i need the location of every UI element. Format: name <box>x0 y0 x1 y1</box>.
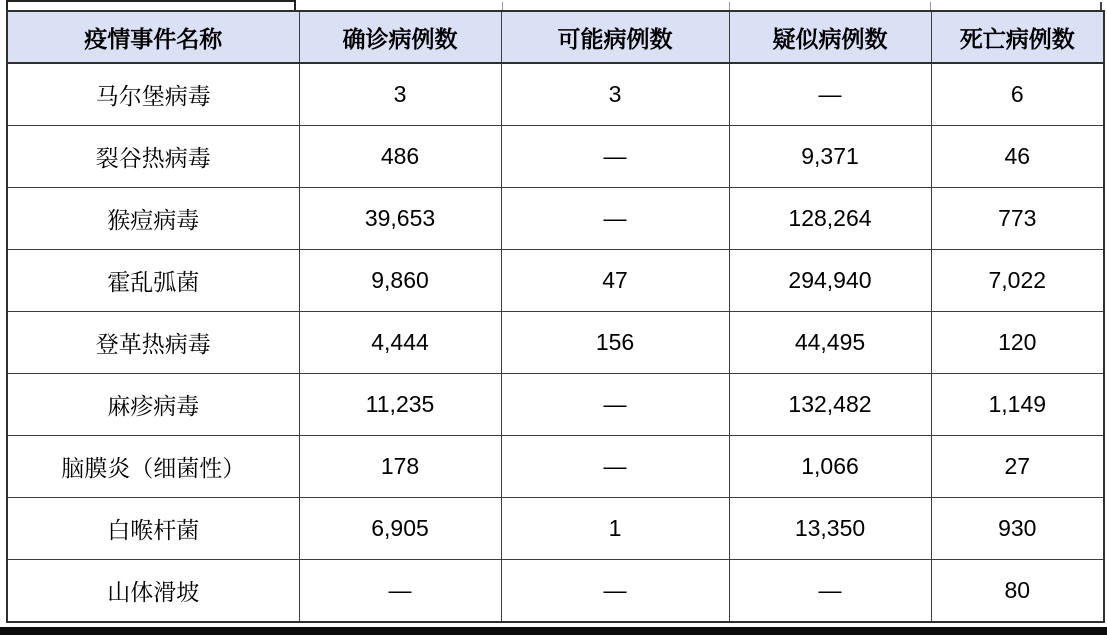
value-cell: 44,495 <box>729 312 931 374</box>
value-cell: 80 <box>931 560 1104 623</box>
header-event-name: 疫情事件名称 <box>7 11 299 63</box>
value-cell: 7,022 <box>931 250 1104 312</box>
value-cell: 156 <box>501 312 729 374</box>
header-death-cases: 死亡病例数 <box>931 11 1104 63</box>
cropped-gridline <box>1100 2 1102 10</box>
value-cell: — <box>729 63 931 126</box>
event-name-cell: 猴痘病毒 <box>7 188 299 250</box>
value-cell: 11,235 <box>299 374 501 436</box>
value-cell: 120 <box>931 312 1104 374</box>
value-cell: 39,653 <box>299 188 501 250</box>
value-cell: — <box>501 374 729 436</box>
event-name-cell: 霍乱弧菌 <box>7 250 299 312</box>
event-name-cell: 脑膜炎（细菌性） <box>7 436 299 498</box>
value-cell: — <box>501 436 729 498</box>
event-name-cell: 白喉杆菌 <box>7 498 299 560</box>
table-row <box>7 374 1104 436</box>
value-cell: 1 <box>501 498 729 560</box>
header-probable-cases: 可能病例数 <box>501 11 729 63</box>
header-row <box>7 11 1104 63</box>
value-cell: 486 <box>299 126 501 188</box>
value-cell: 930 <box>931 498 1104 560</box>
value-cell: 46 <box>931 126 1104 188</box>
cropped-gridline <box>502 2 503 10</box>
value-cell: 1,149 <box>931 374 1104 436</box>
value-cell: — <box>299 560 501 623</box>
table-row <box>7 188 1104 250</box>
value-cell: 9,860 <box>299 250 501 312</box>
value-cell: 6 <box>931 63 1104 126</box>
cropped-row-artifact <box>6 0 296 10</box>
value-cell: 6,905 <box>299 498 501 560</box>
table-row <box>7 498 1104 560</box>
value-cell: 47 <box>501 250 729 312</box>
value-cell: 128,264 <box>729 188 931 250</box>
value-cell: 1,066 <box>729 436 931 498</box>
value-cell: — <box>729 560 931 623</box>
value-cell: — <box>501 188 729 250</box>
value-cell: 4,444 <box>299 312 501 374</box>
cropped-gridline <box>930 2 931 10</box>
cropped-gridline <box>729 2 730 10</box>
table-row <box>7 436 1104 498</box>
table-row <box>7 126 1104 188</box>
event-name-cell: 马尔堡病毒 <box>7 63 299 126</box>
event-name-cell: 裂谷热病毒 <box>7 126 299 188</box>
value-cell: 13,350 <box>729 498 931 560</box>
value-cell: 3 <box>299 63 501 126</box>
header-confirmed-cases: 确诊病例数 <box>299 11 501 63</box>
table-row <box>7 63 1104 126</box>
table-row <box>7 312 1104 374</box>
event-name-cell: 麻疹病毒 <box>7 374 299 436</box>
value-cell: 178 <box>299 436 501 498</box>
value-cell: 132,482 <box>729 374 931 436</box>
value-cell: 27 <box>931 436 1104 498</box>
epidemic-events-table <box>6 10 1105 623</box>
table-row <box>7 250 1104 312</box>
event-name-cell: 登革热病毒 <box>7 312 299 374</box>
value-cell: 294,940 <box>729 250 931 312</box>
value-cell: — <box>501 560 729 623</box>
bottom-black-bar <box>0 627 1107 635</box>
table-row <box>7 560 1104 623</box>
value-cell: 773 <box>931 188 1104 250</box>
value-cell: 9,371 <box>729 126 931 188</box>
event-name-cell: 山体滑坡 <box>7 560 299 623</box>
value-cell: 3 <box>501 63 729 126</box>
value-cell: — <box>501 126 729 188</box>
header-suspected-cases: 疑似病例数 <box>729 11 931 63</box>
